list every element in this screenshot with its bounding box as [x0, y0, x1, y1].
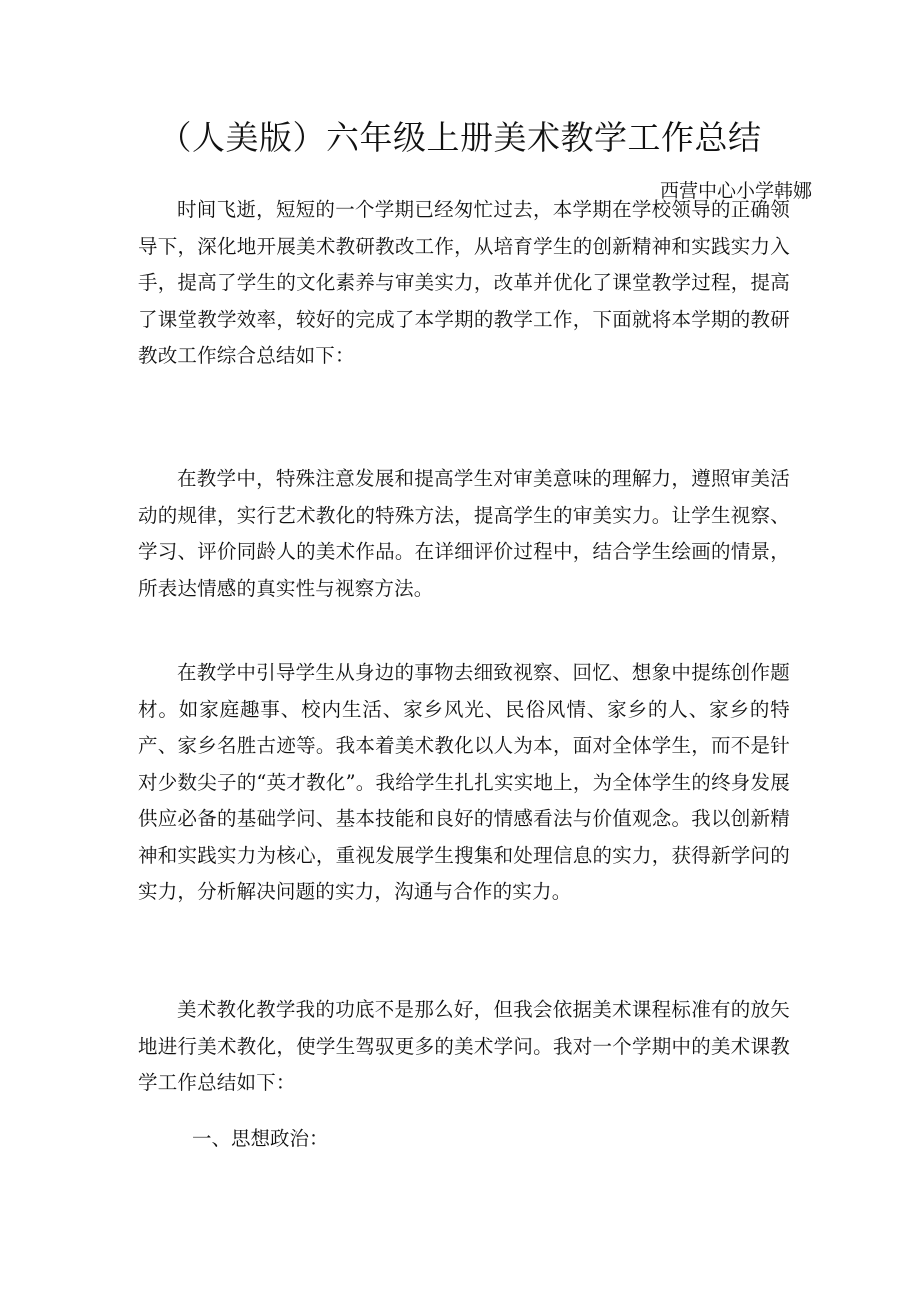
paragraph-aesthetics: 在教学中，特殊注意发展和提高学生对审美意味的理解力，遵照审美活动的规律，实行艺术教化的特殊方法，提高学生的审美实力。让学生视察、学习、评价同龄人的美术作品。在详细评价过程中，结合学生绘画的情景，所表达情感的真实性与视察方法。: [138, 467, 790, 600]
document-title: （人美版）六年级上册美术教学工作总结: [158, 118, 762, 157]
paragraph-intro: 时间飞逝，短短的一个学期已经匆忙过去，本学期在学校领导的正确领导下，深化地开展美术教研教改工作，从培育学生的创新精神和实践实力入手，提高了学生的文化素养与审美实力，改革并优化了课堂教学过程，提高了课堂教学效率，较好的完成了本学期的教学工作，下面就将本学期的教研教改工作综合总结如下：: [138, 198, 790, 367]
document-body-4: [138, 992, 790, 1102]
author-line: 西营中心小学韩娜: [659, 180, 812, 202]
section-heading: 一、思想政治：: [192, 1127, 329, 1150]
paragraph-teaching-method: 在教学中引导学生从身边的事物去细致视察、回忆、想象中提练创作题材。如家庭趣事、校内生活、家乡风光、民俗风情、家乡的人、家乡的特产、家乡名胜古迹等。我本着美术教化以人为本，面对全体学生，而不是针对少数尖子的“英才教化”。我给学生扎扎实实地上，为全体学生的终身发展供应必备的基础学问、基本技能和良好的情感看法与价值观念。我以创新精神和实践实力为核心，重视发展学生搜集和处理信息的实力，获得新学问的实力，分析解决问题的实力，沟通与合作的实力。: [138, 661, 790, 903]
document-body-3: [138, 655, 790, 911]
paragraph-summary: 美术教化教学我的功底不是那么好，但我会依据美术课程标准有的放矢地进行美术教化，使学生驾驭更多的美术学问。我对一个学期中的美术课教学工作总结如下：: [138, 998, 790, 1094]
document-body-2: [138, 461, 790, 607]
document-body: [138, 192, 790, 375]
